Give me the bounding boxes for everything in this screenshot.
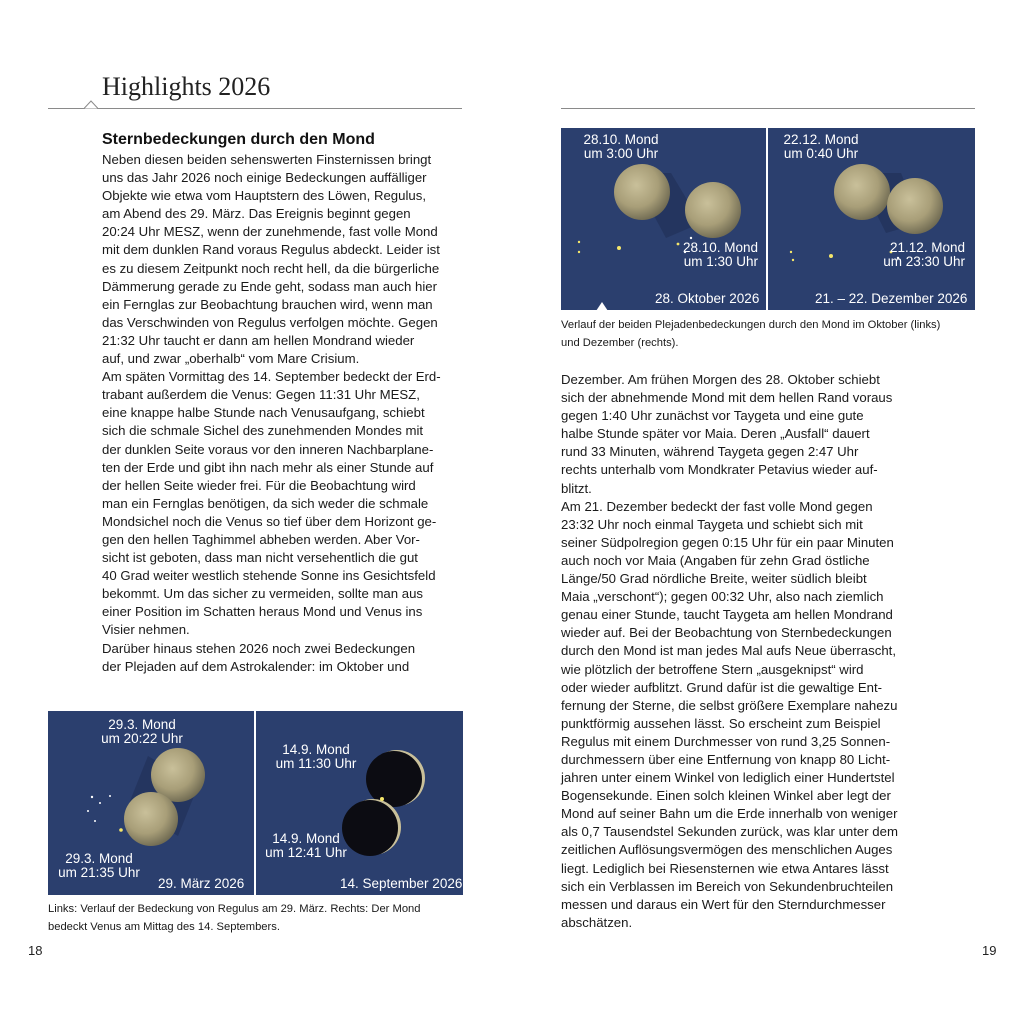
text-line: wie plötzlich der betroffene Stern „ausgeknipst“ wird (561, 661, 864, 677)
text-line: genau einer Stunde, taucht Taygeta am hellen Mondrand (561, 607, 893, 623)
page-number-left: 18 (28, 943, 43, 958)
figure-pleiades (561, 128, 975, 310)
header-rule-right (561, 108, 975, 109)
text-line: liegt. Lediglich bei Riesensternen wie etwa Antares lässt (561, 860, 889, 876)
text-line: Länge/50 Grad nördliche Breite, weiter südlich bleibt (561, 571, 867, 587)
label-venus-end: 14.9. Mond um 12:41 Uhr (265, 831, 347, 860)
text-line: Am 21. Dezember bedeckt der fast volle Mond gegen (561, 498, 873, 514)
text-line: der dunklen Seite voraus vor den inneren Nachbarplane- (102, 441, 434, 457)
moon-icon (614, 164, 670, 220)
text-line: Dämmerung gerade zu Ende geht, sodass man auch hier (102, 278, 438, 294)
text-line: 20:24 Uhr MESZ, wenn der zunehmende, fast volle Mond (102, 224, 438, 240)
text-line: eine knappe halbe Stunde nach Venusaufgang, schiebt (102, 405, 425, 421)
text-line: man ein Fernglas benötigen, da sich weder die schmale (102, 495, 429, 511)
text-line: messen und daraus ein Wert für den Sterndurchmesser (561, 896, 886, 912)
text-line: trabant außerdem die Venus: Gegen 11:31 Uhr MESZ, (102, 387, 420, 403)
text-line: sicht ist geboten, dass man nicht versehentlich die gut (102, 550, 418, 566)
text-line: fernung der Sterne, die selbst größere Exemplare nahezu (561, 697, 898, 713)
text-line: Bogensekunde. Einen solch kleinen Winkel aber legt der (561, 788, 891, 804)
text-line: abschätzen. (561, 914, 633, 930)
label-october-start: 28.10. Mond um 3:00 Uhr (583, 132, 659, 161)
text-line: einer Position im Schatten heraus Mond und Venus ins (102, 604, 423, 620)
figure-regulus-venus (48, 711, 463, 895)
panel-divider (254, 711, 256, 895)
pleiades-star-icon (829, 254, 833, 258)
text-line: ein Fernglas zur Beobachtung brauchen wird, wenn man (102, 296, 433, 312)
label-october-end: 28.10. Mond um 1:30 Uhr (682, 240, 758, 269)
text-line: gen den hellen Taghimmel abheben werden. Aber Vor- (102, 531, 420, 547)
text-line: seiner Südpolregion gegen 0:15 Uhr für ein paar Minuten (561, 534, 894, 550)
text-line: es zu diesem Zeitpunkt noch recht hell, da die bürgerliche (102, 260, 440, 276)
text-line: oder wieder aufblitzt. Grund dafür ist die gewaltige Ent- (561, 679, 883, 695)
text-line: zeitlichen Auflösungsvermögen des menschlichen Auges (561, 842, 893, 858)
label-venus-start: 14.9. Mond um 11:30 Uhr (275, 742, 357, 771)
label-regulus-end: 29.3. Mond um 21:35 Uhr (58, 851, 140, 880)
text-line: auch noch vor Maia (Angaben für zehn Grad östliche (561, 552, 870, 568)
text-line: rund 33 Minuten, während Taygeta gegen 2:47 Uhr (561, 444, 859, 460)
text-line: Visier nehmen. (102, 622, 190, 638)
figure-caption-left: Links: Verlauf der Bedeckung von Regulus am 29. März. Rechts: Der Mond bedeckt Venus am Mittag des 14. Septembers. (48, 903, 421, 933)
text-line: Am späten Vormittag des 14. September bedeckt der Erd- (102, 369, 441, 385)
text-line: Maia „verschont“); gegen 00:32 Uhr, also nach ziemlich (561, 589, 884, 605)
left-body-text (102, 151, 441, 676)
text-line: Neben diesen beiden sehenswerten Finsternissen bringt (102, 152, 432, 167)
text-line: sich die schmale Sichel des zunehmenden Mondes mit (102, 423, 424, 439)
moon-icon (685, 182, 741, 238)
moon-icon (124, 792, 178, 846)
header-rule-notch (84, 100, 98, 109)
text-line: 21:32 Uhr taucht er dann am hellen Mondrand wieder (102, 332, 415, 348)
text-line: Darüber hinaus stehen 2026 noch zwei Bedeckungen (102, 640, 416, 656)
text-line: wieder auf. Bei der Beobachtung von Sternbedeckungen (561, 625, 892, 641)
label-regulus-start: 29.3. Mond um 20:22 Uhr (101, 717, 183, 746)
panel-date-december: 21. – 22. Dezember 2026 (815, 291, 968, 306)
panel-date-march: 29. März 2026 (158, 876, 245, 891)
label-december-end: 21.12. Mond um 23:30 Uhr (883, 240, 965, 269)
text-line: 40 Grad weiter westlich stehende Sonne ins Gesichtsfeld (102, 568, 436, 584)
text-line: Objekte wie etwa vom Hauptstern des Löwen, Regulus, (102, 188, 426, 204)
text-line: durch den Mond ist man jedes Mal aufs Neue überrascht, (561, 643, 896, 659)
text-line: als 0,7 Tausendstel Sekunden zurück, was klar unter dem (561, 824, 898, 840)
page-number-right: 19 (982, 943, 997, 958)
panel-divider (766, 128, 768, 310)
figure-caption-right: Verlauf der beiden Plejadenbedeckungen durch den Mond im Oktober (links) und Dezember (rechts). (561, 319, 941, 349)
text-line: der Plejaden auf dem Astrokalender: im Oktober und (102, 658, 410, 674)
text-line: durchmessern über eine Entfernung von knapp 80 Licht- (561, 751, 891, 767)
text-line: blitzt. (561, 480, 592, 496)
header-rule-left (48, 108, 462, 109)
section-title: Sternbedeckungen durch den Mond (102, 131, 375, 148)
figure-pointer (596, 302, 608, 311)
text-line: sich der abnehmende Mond mit dem hellen Rand voraus (561, 390, 893, 406)
venus-icon (380, 797, 384, 801)
pleiades-star-icon (617, 246, 621, 250)
text-line: 23:32 Uhr noch einmal Taygeta und schiebt sich mit (561, 516, 863, 532)
text-line: punktförmig aussehen lässt. So erscheint zum Beispiel (561, 715, 881, 731)
text-line: gegen 1:40 Uhr zunächst vor Taygeta und eine gute (561, 408, 864, 424)
right-body-text (561, 371, 898, 932)
text-line: auf, und zwar „oberhalb“ vom Mare Crisium. (102, 351, 360, 367)
text-line: Mondsichel noch die Venus so tief über dem Horizont ge- (102, 513, 437, 529)
text-line: Regulus mit einem Durchmesser von rund 3,25 Sonnen- (561, 733, 891, 749)
text-line: der hellen Seite wieder frei. Für die Beobachtung wird (102, 477, 416, 493)
text-line: bekommt. Um das sicher zu vermeiden, sollte man aus (102, 586, 424, 602)
text-line: sich ein Verblassen im Bereich von Sekundenbruchteilen (561, 878, 894, 894)
moon-icon (887, 178, 943, 234)
text-line: ten der Erde und gibt ihn nach mehr als einer Stunde auf (102, 459, 434, 475)
panel-date-october: 28. Oktober 2026 (655, 291, 760, 306)
text-line: Dezember. Am frühen Morgen des 28. Oktober schiebt (561, 372, 880, 387)
text-line: rechts unterhalb vom Mondkrater Petavius wieder auf- (561, 462, 878, 478)
page-header-title: Highlights 2026 (102, 72, 271, 101)
text-line: halbe Stunde später vor Maia. Deren „Ausfall“ dauert (561, 426, 870, 442)
label-december-start: 22.12. Mond um 0:40 Uhr (783, 132, 859, 161)
moon-crescent-icon (366, 751, 422, 807)
moon-icon (834, 164, 890, 220)
text-line: Mond auf seiner Bahn um die Erde innerhalb von weniger (561, 806, 898, 822)
text-line: uns das Jahr 2026 noch einige Bedeckungen auffälliger (102, 170, 427, 186)
text-line: jahren unter einem Winkel von lediglich einer Hundertstel (561, 770, 895, 786)
regulus-star-icon (119, 828, 123, 832)
text-line: mit dem dunklen Rand voraus Regulus abdeckt. Leider ist (102, 242, 440, 258)
text-line: am Abend des 29. März. Das Ereignis beginnt gegen (102, 206, 411, 222)
text-line: das Verschwinden von Regulus verfolgen möchte. Gegen (102, 314, 438, 330)
panel-date-september: 14. September 2026 (340, 876, 463, 891)
